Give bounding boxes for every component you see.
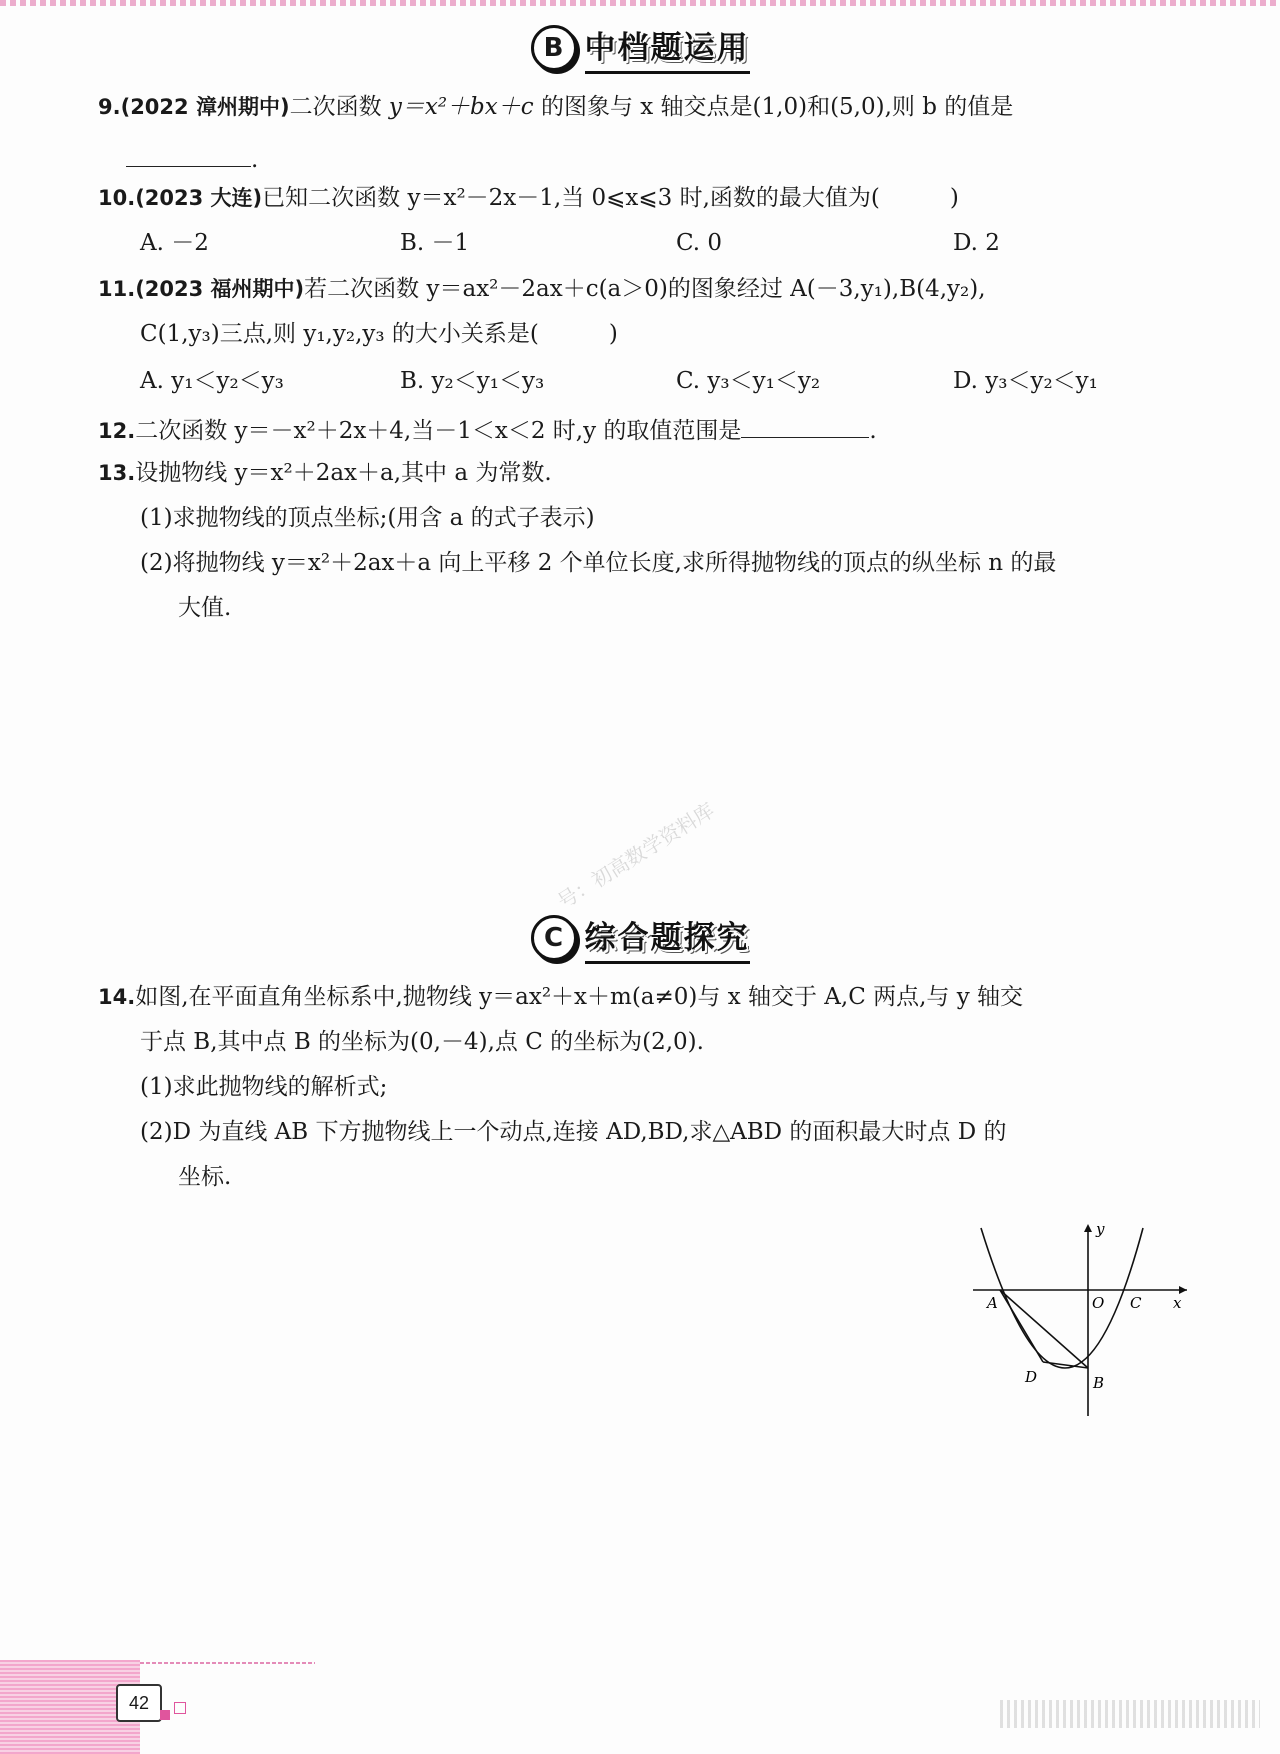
question-10-number: 10. <box>98 186 136 210</box>
page-number-accent <box>160 1710 170 1720</box>
question-11-close: ) <box>608 321 618 347</box>
question-9-number: 9. <box>98 95 121 119</box>
question-14 <box>98 982 1023 1012</box>
section-b-badge: B <box>531 25 577 71</box>
question-13-number: 13. <box>98 461 136 485</box>
question-14-number: 14. <box>98 985 136 1009</box>
page-number: 42 <box>116 1684 162 1722</box>
question-10-option-b: B. －1 <box>400 230 470 256</box>
footer-dashed-line <box>140 1662 315 1664</box>
question-9-text-b: 的图象与 x 轴交点是(1,0)和(5,0),则 b 的值是 <box>533 94 1014 120</box>
question-9-text-a: 二次函数 <box>289 94 389 120</box>
question-10 <box>98 183 959 213</box>
question-12-blank[interactable] <box>741 413 869 438</box>
question-14-part-2a: (2)D 为直线 AB 下方抛物线上一个动点,连接 AD,BD,求△ABD 的面积最大时点 D 的 <box>140 1119 1007 1145</box>
section-c-badge: C <box>531 915 577 961</box>
question-11-line-2: C(1,y₃)三点,则 y₁,y₂,y₃ 的大小关系是( <box>140 321 539 347</box>
label-x: x <box>1173 1294 1182 1312</box>
footer-barcode <box>1000 1700 1260 1728</box>
question-10-option-d: D. 2 <box>953 230 1000 256</box>
watermark-text: 号：初高数学资料库 <box>553 797 719 914</box>
question-9-answer-line <box>126 142 258 175</box>
question-10-text: 已知二次函数 y＝x²－2x－1,当 0⩽x⩽3 时,函数的最大值为( <box>262 185 880 211</box>
question-14-line-2: 于点 B,其中点 B 的坐标为(0,－4),点 C 的坐标为(2,0). <box>140 1029 704 1055</box>
label-a: A <box>987 1294 998 1312</box>
question-9 <box>98 92 1013 122</box>
question-13 <box>98 458 552 488</box>
label-o: O <box>1092 1294 1105 1312</box>
question-9-blank[interactable] <box>126 142 251 167</box>
question-11-number: 11. <box>98 277 136 301</box>
question-9-source: (2022 漳州期中) <box>120 95 290 119</box>
question-11-option-d: D. y₃＜y₂＜y₁ <box>953 368 1098 394</box>
section-b-title: 中档题运用 <box>585 22 750 74</box>
label-b: B <box>1093 1374 1105 1392</box>
segment-ad <box>1000 1290 1043 1362</box>
question-12 <box>98 413 877 446</box>
question-12-number: 12. <box>98 419 136 443</box>
page-number-box-icon <box>174 1702 186 1714</box>
label-y: y <box>1096 1220 1105 1238</box>
question-12-text: 二次函数 y＝－x²＋2x＋4,当－1＜x＜2 时,y 的取值范围是 <box>135 418 742 444</box>
section-c-header <box>0 912 1280 964</box>
question-10-source: (2023 大连) <box>135 186 263 210</box>
question-13-text: 设抛物线 y＝x²＋2ax＋a,其中 a 为常数. <box>135 460 552 486</box>
question-11-source: (2023 福州期中) <box>135 277 305 301</box>
question-14-part-1: (1)求此抛物线的解析式; <box>140 1074 388 1100</box>
question-13-part-1: (1)求抛物线的顶点坐标;(用含 a 的式子表示) <box>140 505 595 531</box>
label-c: C <box>1130 1294 1142 1312</box>
y-axis-arrow-icon <box>1084 1224 1092 1232</box>
question-14-part-2b: 坐标. <box>178 1164 232 1190</box>
label-d: D <box>1025 1368 1038 1386</box>
question-11 <box>98 274 986 304</box>
question-12-end: . <box>869 418 877 444</box>
question-11-option-b: B. y₂＜y₁＜y₃ <box>400 368 545 394</box>
section-b-header <box>0 22 1280 74</box>
question-11-option-a: A. y₁＜y₂＜y₃ <box>140 368 284 394</box>
question-10-close: ) <box>949 185 959 211</box>
question-10-option-c: C. 0 <box>676 230 723 256</box>
segment-ab <box>1000 1290 1088 1368</box>
question-11-line-1: 若二次函数 y＝ax²－2ax＋c(a＞0)的图象经过 A(－3,y₁),B(4,y₂), <box>304 276 986 302</box>
question-14-line-1: 如图,在平面直角坐标系中,抛物线 y＝ax²＋x＋m(a≠0)与 x 轴交于 A,C 两点,与 y 轴交 <box>135 984 1024 1010</box>
question-11-line-2-wrap <box>140 319 618 349</box>
question-13-part-2a: (2)将抛物线 y＝x²＋2ax＋a 向上平移 2 个单位长度,求所得抛物线的顶点的纵坐标 n 的最 <box>140 550 1057 576</box>
x-axis-arrow-icon <box>1179 1286 1187 1294</box>
question-11-option-c: C. y₃＜y₁＜y₂ <box>676 368 821 394</box>
section-c-title: 综合题探究 <box>585 912 750 964</box>
question-9-end: . <box>251 147 259 173</box>
question-13-part-2b: 大值. <box>178 595 232 621</box>
question-9-formula: y＝x²＋bx＋c <box>388 94 534 120</box>
question-10-option-a: A. －2 <box>140 230 209 256</box>
top-decorative-border <box>0 0 1280 6</box>
parabola-figure <box>965 1218 1195 1418</box>
